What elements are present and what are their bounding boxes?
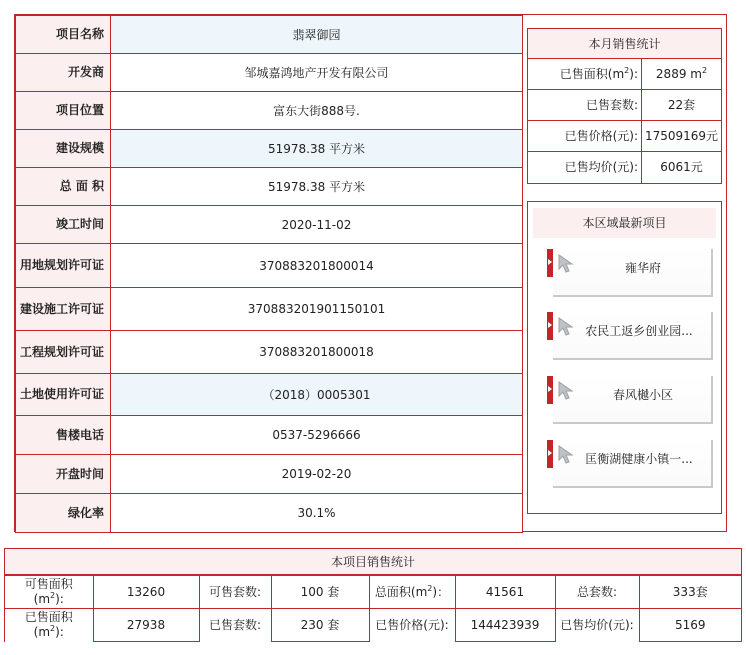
monthly-sold-units-row [528, 90, 721, 121]
land-permit-label: 用地规划许可证 [16, 244, 111, 288]
row-completion-date [16, 206, 523, 244]
project-name-link[interactable]: 农民工返乡创业园... [585, 324, 693, 338]
land-use-permit-value: （2018）0005301 [111, 374, 523, 416]
row-sales-phone [16, 416, 523, 455]
sold-price-value: 144423939 [455, 609, 555, 642]
project-sales-stats-title: 本项目销售统计 [5, 549, 741, 575]
monthly-sold-price-value: 17509169元 [644, 129, 719, 143]
monthly-sold-area-label: 已售面积$(m^2)$: [528, 59, 642, 89]
project-name-link[interactable]: 匡衡湖健康小镇一... [585, 452, 693, 466]
avg-price-label: 已售均价(元): [555, 609, 639, 642]
monthly-sold-area-row [528, 59, 721, 90]
project-name-link[interactable]: 雍华府 [624, 261, 661, 275]
row-total-area [16, 168, 523, 206]
row-green-rate [16, 494, 523, 533]
developer-label: 开发商 [16, 54, 111, 92]
row-construction-permit [16, 288, 523, 331]
pointer-cursor-icon [557, 380, 579, 402]
total-area-value: 51978.38 平方米 [111, 168, 523, 206]
opening-date-value: 2019-02-20 [111, 455, 523, 494]
total-area-stat-label: 总面积$(m^2)$： [369, 576, 455, 609]
monthly-avg-price-row [528, 152, 721, 183]
sales-phone-value: 0537-5296666 [111, 416, 523, 455]
engineering-permit-label: 工程规划许可证 [16, 331, 111, 374]
location-value: 富东大街888号. [111, 92, 523, 130]
monthly-sold-area-value: 2889 $m^2$ [655, 66, 708, 81]
land-permit-value: 370883201800014 [111, 244, 523, 288]
monthly-stats-box [527, 28, 722, 184]
sold-area-value: 27938 [93, 609, 199, 642]
latest-project-item[interactable] [547, 440, 715, 490]
avg-price-value: 5169 [639, 609, 741, 642]
available-units-label: 可售套数: [199, 576, 271, 609]
project-name-label: 项目名称 [16, 16, 111, 54]
vertical-divider [522, 15, 523, 531]
completion-date-label: 竣工时间 [16, 206, 111, 244]
row-location [16, 92, 523, 130]
project-info-table [15, 15, 523, 533]
sales-phone-label: 售楼电话 [16, 416, 111, 455]
project-card[interactable] [553, 376, 713, 424]
construction-permit-value: 370883201901150101 [111, 288, 523, 331]
latest-project-item[interactable] [547, 312, 715, 362]
total-units-label: 总套数: [555, 576, 639, 609]
available-units-value: 100 套 [271, 576, 369, 609]
row-project-name [16, 16, 523, 54]
monthly-stats-title: 本月销售统计 [528, 29, 721, 59]
row-land-use-permit [16, 374, 523, 416]
monthly-avg-price-label: 已售均价(元): [528, 152, 642, 183]
green-rate-label: 绿化率 [16, 494, 111, 533]
project-name-link[interactable]: 春风樾小区 [612, 388, 673, 402]
location-label: 项目位置 [16, 92, 111, 130]
opening-date-label: 开盘时间 [16, 455, 111, 494]
project-card[interactable] [553, 249, 713, 297]
pointer-cursor-icon [557, 253, 579, 275]
land-use-permit-label: 土地使用许可证 [16, 374, 111, 416]
latest-project-item[interactable] [547, 249, 715, 299]
stats-row-available [5, 576, 741, 609]
sold-price-label: 已售价格(元): [369, 609, 455, 642]
monthly-sold-price-row [528, 121, 721, 152]
monthly-sold-price-label: 已售价格(元): [528, 121, 642, 151]
build-scale-label: 建设规模 [16, 130, 111, 168]
latest-project-item[interactable] [547, 376, 715, 426]
available-area-value: 13260 [93, 576, 199, 609]
latest-projects-box [527, 201, 722, 514]
construction-permit-label: 建设施工许可证 [16, 288, 111, 331]
row-opening-date [16, 455, 523, 494]
stats-row-sold [5, 609, 741, 642]
green-rate-value: 30.1% [111, 494, 523, 533]
build-scale-value: 51978.38 平方米 [111, 130, 523, 168]
total-units-value: 333套 [639, 576, 741, 609]
engineering-permit-value: 370883201800018 [111, 331, 523, 374]
latest-projects-title: 本区域最新项目 [533, 208, 716, 238]
available-area-label: 可售面积 $(m^2)$: [5, 576, 93, 609]
sold-units-label: 已售套数: [199, 609, 271, 642]
total-area-label: 总 面 积 [16, 168, 111, 206]
monthly-avg-price-value: 6061元 [660, 160, 703, 174]
monthly-sold-units-label: 已售套数: [528, 90, 642, 120]
row-developer [16, 54, 523, 92]
project-card[interactable] [553, 440, 713, 488]
project-sales-stats-box [4, 548, 742, 642]
developer-value: 邹城嘉鸿地产开发有限公司 [111, 54, 523, 92]
project-name-value: 翡翠御园 [111, 16, 523, 54]
row-land-permit [16, 244, 523, 288]
completion-date-value: 2020-11-02 [111, 206, 523, 244]
project-card[interactable] [553, 312, 713, 360]
total-area-stat-value: 41561 [455, 576, 555, 609]
monthly-sold-units-value: 22套 [667, 98, 696, 112]
sold-area-label: 已售面积 $(m^2)$: [5, 609, 93, 642]
sold-units-value: 230 套 [271, 609, 369, 642]
project-sales-stats-table [5, 575, 741, 642]
row-build-scale [16, 130, 523, 168]
row-engineering-permit [16, 331, 523, 374]
